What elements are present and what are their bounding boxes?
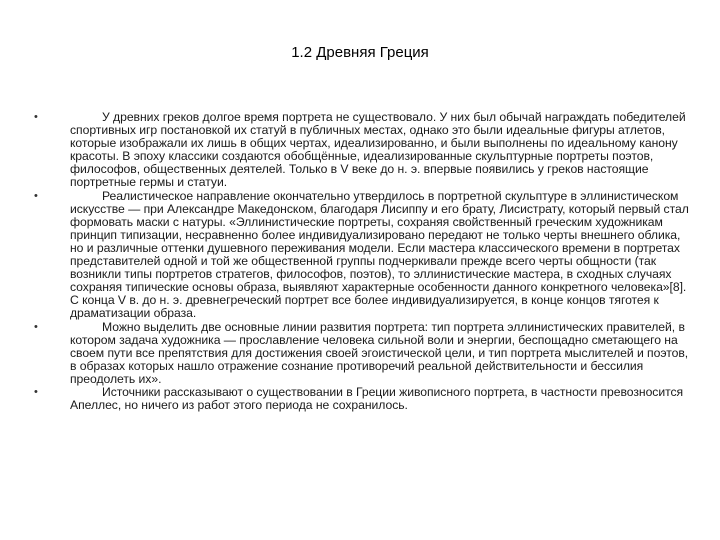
list-item bbox=[34, 110, 690, 190]
paragraph-text: У древних греков долгое время портрета не существовало. У них был обычай награждать победителей спортивных игр постановкой их статуй в публичных местах, однако это были идеальные фигуры атлетов, которые изображали их лишь в общих чертах, идеализированно, и были выполнены по идеальному канону красоты. В эпоху классики создаются обобщённые, идеализированные скульптурные портреты поэтов, философов, общественных деятелей. Только в V веке до н. э. впервые появились у греков настоящие портретные гермы и статуи. bbox=[70, 110, 686, 190]
paragraph-text: Источники рассказывают о существовании в Греции живописного портрета, в частности превозносится Апеллес, но ничего из работ этого периода не сохранилось. bbox=[70, 384, 684, 413]
list-item bbox=[34, 384, 690, 413]
paragraph-text: Реалистическое направление окончательно утвердилось в портретной скульптуре в эллинистическом искусстве — при Александре Македонском, благодаря Лисиппу и его брату, Лисистрату, который первый стал формовать маски с натуры. «Эллинистические портреты, сохраняя свойственный греческим художникам принцип типизации, несравненно более индивидуализировано передают не только черты внешнего облика, но и различные оттенки душевного переживания модели. Если мастера классического времени в портретах представителей одной и той же общественной группы подчеркивали прежде всего черты общности (так возникли типы портретов стратегов, философов, поэтов), то эллинистические мастера, в сходных случаях сохраняя типические основы образа, выявляют характерные особенности данного конкретного человека»[8]. С конца V в. до н. э. древнегреческий портрет все более индивидуализируется, в конце концов тяготея к драматизации образа. bbox=[70, 188, 689, 321]
paragraph-text: Можно выделить две основные линии развития портрета: тип портрета эллинистических правителей, в котором задача художника — прославление человека сильной воли и энергии, беспощадно сметающего на своем пути все препятствия для достижения своей эгоистической цели, и тип портрета мыслителей и поэтов, в образах которых нашло отражение сознание противоречий реальной действительности и бессилия преодолеть их». bbox=[70, 319, 689, 386]
list-item bbox=[34, 188, 690, 321]
bullet-icon: • bbox=[34, 189, 38, 202]
slide-title: 1.2 Древняя Греция bbox=[291, 44, 429, 61]
list-item bbox=[34, 319, 690, 386]
bullet-icon: • bbox=[34, 320, 38, 333]
bullet-list bbox=[34, 110, 690, 413]
bullet-icon: • bbox=[34, 111, 38, 123]
bullet-icon: • bbox=[34, 385, 38, 398]
